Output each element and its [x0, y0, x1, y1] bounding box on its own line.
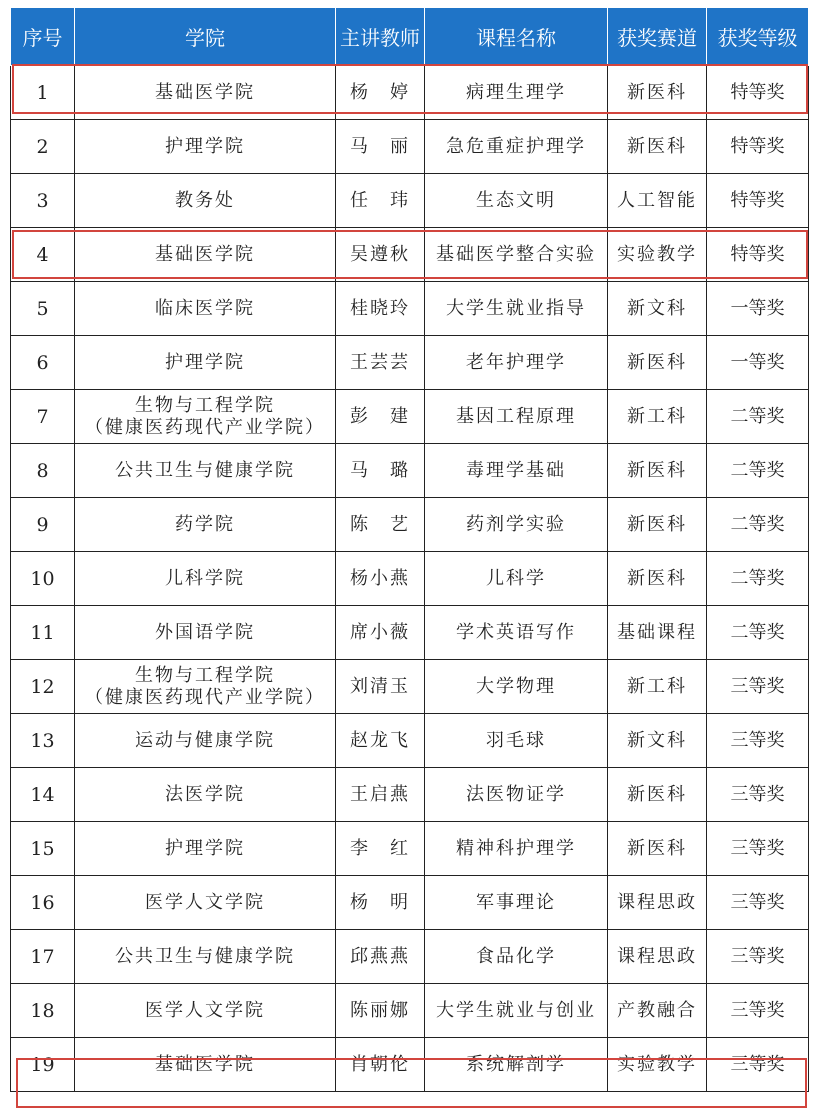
cell-course: 药剂学实验 [425, 498, 608, 552]
cell-index: 17 [11, 930, 75, 984]
table-row [11, 444, 809, 498]
cell-track: 新医科 [608, 552, 707, 606]
table-row [11, 714, 809, 768]
table-row [11, 984, 809, 1038]
cell-college: 药学院 [75, 498, 336, 552]
header-index: 序号 [11, 8, 75, 66]
cell-teacher: 任 玮 [336, 174, 425, 228]
cell-college: 护理学院 [75, 336, 336, 390]
cell-college: 儿科学院 [75, 552, 336, 606]
table-row [11, 390, 809, 444]
cell-index: 16 [11, 876, 75, 930]
cell-college: 医学人文学院 [75, 876, 336, 930]
cell-index: 10 [11, 552, 75, 606]
cell-track: 新工科 [608, 390, 707, 444]
cell-track: 新医科 [608, 336, 707, 390]
cell-course: 毒理学基础 [425, 444, 608, 498]
cell-teacher: 王芸芸 [336, 336, 425, 390]
cell-teacher: 杨 明 [336, 876, 425, 930]
table-row [11, 336, 809, 390]
college-line-1: 生物与工程学院 [135, 394, 275, 416]
table-row [11, 876, 809, 930]
cell-index: 6 [11, 336, 75, 390]
cell-track: 实验教学 [608, 228, 707, 282]
cell-index: 9 [11, 498, 75, 552]
cell-course: 生态文明 [425, 174, 608, 228]
cell-index: 4 [11, 228, 75, 282]
cell-award: 特等奖 [707, 174, 809, 228]
cell-college: 基础医学院 [75, 228, 336, 282]
cell-teacher: 杨 婷 [336, 66, 425, 120]
table-row [11, 606, 809, 660]
cell-course: 法医物证学 [425, 768, 608, 822]
cell-college: 基础医学院 [75, 66, 336, 120]
cell-award: 特等奖 [707, 66, 809, 120]
cell-award: 一等奖 [707, 336, 809, 390]
cell-teacher: 赵龙飞 [336, 714, 425, 768]
cell-index: 19 [11, 1038, 75, 1092]
cell-track: 新医科 [608, 768, 707, 822]
cell-teacher: 马 丽 [336, 120, 425, 174]
cell-teacher: 吴遵秋 [336, 228, 425, 282]
cell-award: 二等奖 [707, 606, 809, 660]
header-track: 获奖赛道 [608, 8, 707, 66]
college-line-2: （健康医药现代产业学院） [85, 416, 325, 438]
table-row [11, 66, 809, 120]
cell-award: 二等奖 [707, 552, 809, 606]
cell-course: 羽毛球 [425, 714, 608, 768]
cell-college: 外国语学院 [75, 606, 336, 660]
cell-track: 课程思政 [608, 876, 707, 930]
cell-course: 食品化学 [425, 930, 608, 984]
cell-award: 二等奖 [707, 444, 809, 498]
cell-college: 教务处 [75, 174, 336, 228]
table-row [11, 660, 809, 714]
cell-award: 一等奖 [707, 282, 809, 336]
cell-course: 系统解剖学 [425, 1038, 608, 1092]
cell-college: 法医学院 [75, 768, 336, 822]
college-line-1: 生物与工程学院 [135, 664, 275, 686]
cell-index: 18 [11, 984, 75, 1038]
cell-award: 三等奖 [707, 1038, 809, 1092]
table-body [11, 66, 809, 1092]
cell-teacher: 王启燕 [336, 768, 425, 822]
cell-track: 新医科 [608, 120, 707, 174]
awards-table-container [10, 7, 808, 1092]
cell-course: 军事理论 [425, 876, 608, 930]
cell-track: 新医科 [608, 498, 707, 552]
cell-index: 5 [11, 282, 75, 336]
header-college: 学院 [75, 8, 336, 66]
cell-index: 3 [11, 174, 75, 228]
cell-award: 三等奖 [707, 714, 809, 768]
table-row [11, 174, 809, 228]
header-teacher: 主讲教师 [336, 8, 425, 66]
cell-teacher: 彭 建 [336, 390, 425, 444]
cell-award: 二等奖 [707, 390, 809, 444]
cell-course: 急危重症护理学 [425, 120, 608, 174]
cell-award: 三等奖 [707, 984, 809, 1038]
cell-course: 儿科学 [425, 552, 608, 606]
cell-teacher: 刘清玉 [336, 660, 425, 714]
header-row [11, 8, 809, 66]
table-row [11, 1038, 809, 1092]
cell-college: 运动与健康学院 [75, 714, 336, 768]
cell-course: 基础医学整合实验 [425, 228, 608, 282]
cell-teacher: 李 红 [336, 822, 425, 876]
cell-course: 大学生就业指导 [425, 282, 608, 336]
cell-course: 老年护理学 [425, 336, 608, 390]
header-course: 课程名称 [425, 8, 608, 66]
table-row [11, 498, 809, 552]
cell-teacher: 陈 艺 [336, 498, 425, 552]
table-row [11, 228, 809, 282]
table-row [11, 930, 809, 984]
cell-track: 实验教学 [608, 1038, 707, 1092]
cell-track: 新文科 [608, 282, 707, 336]
cell-course: 病理生理学 [425, 66, 608, 120]
cell-track: 人工智能 [608, 174, 707, 228]
cell-teacher: 肖朝伦 [336, 1038, 425, 1092]
cell-course: 大学生就业与创业 [425, 984, 608, 1038]
college-line-2: （健康医药现代产业学院） [85, 686, 325, 708]
cell-course: 基因工程原理 [425, 390, 608, 444]
cell-teacher: 马 璐 [336, 444, 425, 498]
table-row [11, 552, 809, 606]
cell-college: 护理学院 [75, 822, 336, 876]
cell-college: 基础医学院 [75, 1038, 336, 1092]
cell-course: 精神科护理学 [425, 822, 608, 876]
cell-award: 三等奖 [707, 660, 809, 714]
cell-track: 新医科 [608, 822, 707, 876]
cell-index: 8 [11, 444, 75, 498]
cell-index: 7 [11, 390, 75, 444]
cell-college: 公共卫生与健康学院 [75, 930, 336, 984]
cell-award: 三等奖 [707, 876, 809, 930]
cell-award: 三等奖 [707, 930, 809, 984]
header-award: 获奖等级 [707, 8, 809, 66]
cell-index: 15 [11, 822, 75, 876]
cell-teacher: 邱燕燕 [336, 930, 425, 984]
cell-college [75, 390, 336, 444]
table-row [11, 822, 809, 876]
cell-teacher: 席小薇 [336, 606, 425, 660]
cell-index: 1 [11, 66, 75, 120]
cell-index: 11 [11, 606, 75, 660]
cell-award: 三等奖 [707, 822, 809, 876]
cell-award: 特等奖 [707, 228, 809, 282]
cell-college: 护理学院 [75, 120, 336, 174]
cell-award: 二等奖 [707, 498, 809, 552]
cell-teacher: 杨小燕 [336, 552, 425, 606]
cell-award: 特等奖 [707, 120, 809, 174]
cell-award: 三等奖 [707, 768, 809, 822]
cell-course: 大学物理 [425, 660, 608, 714]
table-row [11, 768, 809, 822]
cell-college: 医学人文学院 [75, 984, 336, 1038]
cell-track: 新文科 [608, 714, 707, 768]
cell-college: 公共卫生与健康学院 [75, 444, 336, 498]
cell-college [75, 660, 336, 714]
cell-index: 12 [11, 660, 75, 714]
cell-course: 学术英语写作 [425, 606, 608, 660]
cell-track: 产教融合 [608, 984, 707, 1038]
cell-college: 临床医学院 [75, 282, 336, 336]
table-row [11, 120, 809, 174]
cell-index: 2 [11, 120, 75, 174]
cell-index: 14 [11, 768, 75, 822]
cell-track: 课程思政 [608, 930, 707, 984]
cell-track: 新医科 [608, 444, 707, 498]
cell-track: 新工科 [608, 660, 707, 714]
awards-table [10, 7, 809, 1092]
cell-teacher: 陈丽娜 [336, 984, 425, 1038]
cell-teacher: 桂晓玲 [336, 282, 425, 336]
cell-track: 基础课程 [608, 606, 707, 660]
table-row [11, 282, 809, 336]
cell-index: 13 [11, 714, 75, 768]
cell-track: 新医科 [608, 66, 707, 120]
